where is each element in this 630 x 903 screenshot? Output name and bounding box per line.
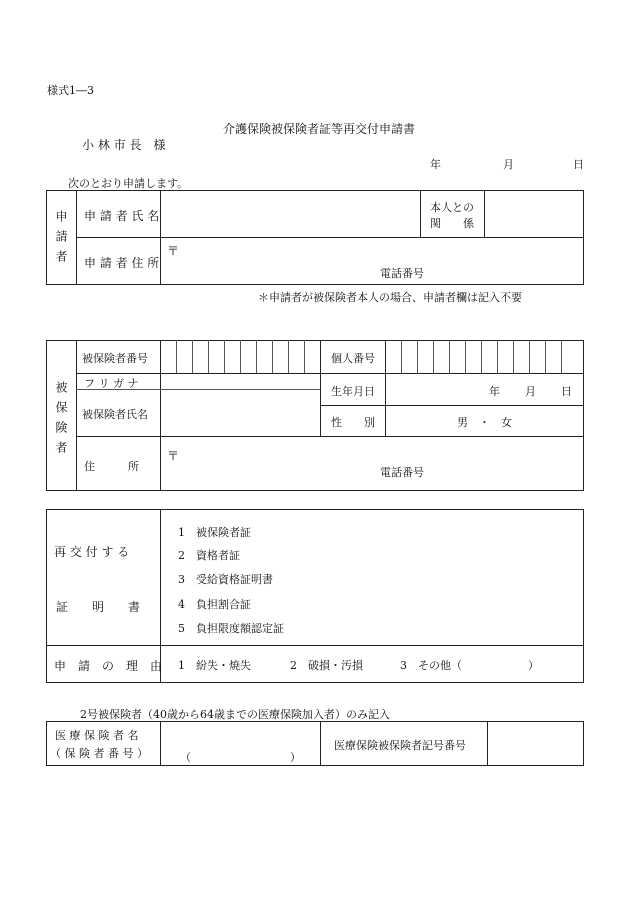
date-day-label: 日 [573, 158, 584, 171]
reissue-item-1[interactable]: 1 被保険者証 [178, 526, 251, 539]
insured-name-field[interactable] [162, 391, 318, 435]
insurer-number-parens: （ ） [180, 751, 301, 764]
insured-name-label: 被保険者氏名 [82, 408, 148, 421]
form-title: 介護保険被保険者証等再交付申請書 [223, 122, 416, 136]
applicant-address-label: 申 請 者 住 所 [84, 256, 160, 270]
reason-label: 申 請 の 理 由 [54, 659, 163, 673]
reason-option-1[interactable]: 1 紛失・焼失 [178, 659, 251, 672]
medical-name-label-line1: 医 療 保 険 者 名 [55, 729, 139, 742]
birth-year-label: 年 [489, 385, 500, 398]
personal-number-field[interactable] [387, 342, 582, 372]
medical-insurer-field[interactable] [162, 723, 318, 764]
reason-option-2[interactable]: 2 破損・汚損 [290, 659, 363, 672]
form-number: 様式1―3 [47, 84, 94, 97]
reissue-item-5[interactable]: 5 負担限度額認定証 [178, 622, 284, 635]
reissue-item-2[interactable]: 2 資格者証 [178, 549, 240, 562]
birth-date-field[interactable] [387, 375, 582, 404]
reason-option-3[interactable]: 3 その他（ ） [400, 659, 539, 672]
gender-options[interactable]: 男 ・ 女 [457, 416, 512, 429]
date-month-label: 月 [503, 158, 514, 171]
insured-number-label: 被保険者番号 [82, 352, 148, 365]
insured-section-label: 被保険者 [54, 381, 68, 461]
applicant-address-field[interactable] [162, 239, 582, 283]
addressee: 小 林 市 長 様 [82, 138, 166, 152]
insured-postal-mark: 〒 [167, 449, 180, 463]
relation-label-line1: 本人との [430, 201, 474, 214]
date-year-label: 年 [430, 158, 441, 171]
applicant-name-field[interactable] [162, 192, 418, 236]
furigana-label: フ リ ガ ナ [84, 377, 139, 390]
medical-number-label: 医療保険被保険者記号番号 [334, 739, 466, 752]
relation-label-line2: 関 係 [430, 217, 474, 230]
relation-field[interactable] [486, 192, 582, 236]
insured-number-field[interactable] [162, 342, 318, 372]
birth-day-label: 日 [561, 385, 572, 398]
applicant-postal-mark: 〒 [167, 244, 180, 258]
reissue-item-4[interactable]: 4 負担割合証 [178, 598, 251, 611]
insured-phone-label: 電話番号 [380, 466, 424, 479]
personal-number-label: 個人番号 [331, 352, 375, 365]
applicant-section-label: 申請者 [54, 210, 68, 270]
insured-address-label: 住 所 [84, 460, 139, 473]
birth-month-label: 月 [525, 385, 536, 398]
applicant-phone-label: 電話番号 [380, 267, 424, 280]
applicant-note: ＊申請者が被保険者本人の場合、申請者欄は記入不要 [258, 291, 522, 304]
applicant-name-label: 申 請 者 氏 名 [84, 209, 160, 223]
reissue-label-line1: 再 交 付 す る [54, 545, 130, 559]
reissue-label-line2: 証 明 書 [56, 600, 141, 614]
medical-number-field[interactable] [489, 723, 582, 764]
medical-note: 2号被保険者（40歳から64歳までの医療保険加入者）のみ記入 [80, 708, 390, 721]
intro-text: 次のとおり申請します。 [68, 177, 189, 190]
reissue-item-3[interactable]: 3 受給資格証明書 [178, 573, 273, 586]
birth-date-label: 生年月日 [331, 385, 375, 398]
gender-label: 性 別 [331, 416, 375, 429]
furigana-field[interactable] [162, 375, 318, 388]
medical-name-label-line2: （ 保 険 者 番 号 ） [50, 747, 148, 760]
insured-address-field[interactable] [162, 438, 582, 489]
